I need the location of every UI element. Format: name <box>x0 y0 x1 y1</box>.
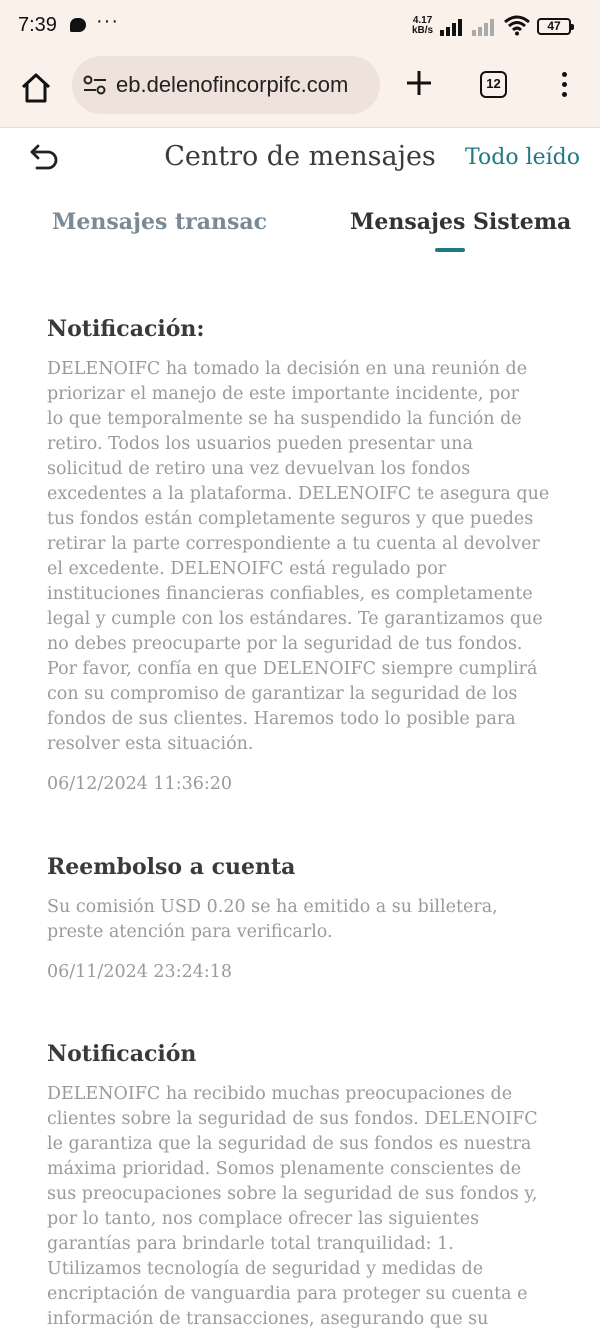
page-title: Centro de mensajes <box>164 141 436 172</box>
message-body-line: retirar la parte correspondiente a tu cuenta al devolver <box>47 534 540 554</box>
message-body-line: el excedente. DELENOIFC está regulado por <box>47 559 447 579</box>
message-body <box>47 1082 559 1332</box>
message-body-line: Utilizamos tecnología de seguridad y medidas de <box>47 1259 484 1279</box>
message-title: Notificación <box>47 1041 197 1067</box>
network-speed-unit: kB/s <box>412 25 434 36</box>
menu-icon[interactable] <box>555 70 575 100</box>
message-body-line: garantías para brindarle total tranquilidad: 1. <box>47 1234 454 1254</box>
message-body-line: DELENOIFC ha recibido muchas preocupaciones de <box>47 1084 513 1104</box>
network-speed <box>412 16 433 36</box>
message-body-line: preste atención para verificarlo. <box>47 922 333 942</box>
tab-transaction-messages[interactable]: Mensajes transac <box>52 209 268 235</box>
message-body-line: priorizar el manejo de este importante incidente, por <box>47 384 520 404</box>
new-tab-plus-icon[interactable] <box>404 68 434 98</box>
message-body-line: retiro. Todos los usuarios pueden presentar una <box>47 434 473 454</box>
status-time: 7:39 <box>18 14 57 36</box>
message-item[interactable] <box>47 1041 559 1332</box>
message-body-line: por lo tanto, nos complace ofrecer las siguientes <box>47 1209 480 1229</box>
message-body-line: Por favor, confía en que DELENOIFC siempre cumplirá <box>47 659 538 679</box>
message-item[interactable] <box>47 854 559 982</box>
message-body-line: máxima prioridad. Somos plenamente conscientes de <box>47 1159 522 1179</box>
battery-icon <box>537 18 571 35</box>
message-body-line: encriptación de vanguardia para proteger su cuenta e <box>47 1284 528 1304</box>
url-bar[interactable] <box>72 56 380 114</box>
url-text[interactable]: eb.delenofincorpifc.com <box>116 72 349 97</box>
more-dots-icon: ··· <box>96 10 119 32</box>
wifi-icon <box>504 14 530 36</box>
message-body-line: legal y cumple con los estándares. Te garantizamos que <box>47 609 543 629</box>
message-body-line: con su compromiso de garantizar la seguridad de los <box>47 684 518 704</box>
tabs-button[interactable] <box>480 71 507 98</box>
site-settings-icon[interactable] <box>82 74 108 96</box>
message-body-line: no debes preocuparte por la seguridad de tus fondos. <box>47 634 523 654</box>
message-date: 06/11/2024 23:24:18 <box>47 962 233 982</box>
signal-secondary-icon <box>472 18 498 36</box>
tab-system-messages[interactable]: Mensajes Sistema <box>350 209 572 235</box>
network-speed-value: 4.17 <box>412 15 433 26</box>
battery-level: 47 <box>547 19 561 33</box>
chat-bubble-icon <box>70 18 86 32</box>
message-body <box>47 895 559 945</box>
message-body-line: resolver esta situación. <box>47 734 254 754</box>
message-body <box>47 357 559 757</box>
message-body-line: lo que temporalmente se ha suspendido la función de <box>47 409 522 429</box>
signal-icon <box>440 18 466 36</box>
message-body-line: instituciones financieras confiables, es completamente <box>47 584 533 604</box>
message-body-line: sus preocupaciones sobre la seguridad de sus fondos y, <box>47 1184 538 1204</box>
status-bar <box>0 0 600 54</box>
message-body-line: solicitud de retiro una vez devuelvan los fondos <box>47 459 471 479</box>
message-title: Reembolso a cuenta <box>47 854 296 880</box>
active-tab-indicator <box>435 248 465 252</box>
message-body-line: Su comisión USD 0.20 se ha emitido a su billetera, <box>47 897 498 917</box>
message-body-line: le garantiza que la seguridad de sus fondos es nuestra <box>47 1134 532 1154</box>
mark-all-read-button[interactable]: Todo leído <box>465 145 580 170</box>
home-icon[interactable] <box>18 70 54 106</box>
message-body-line: fondos de sus clientes. Haremos todo lo posible para <box>47 709 516 729</box>
message-body-line: excedentes a la plataforma. DELENOIFC te asegura que <box>47 484 550 504</box>
message-body-line: información de transacciones, asegurando que su <box>47 1309 489 1329</box>
tab-count: 12 <box>486 76 501 91</box>
browser-toolbar <box>0 54 600 128</box>
message-body-line: tus fondos están completamente seguros y que puedes <box>47 509 534 529</box>
message-title: Notificación: <box>47 316 205 342</box>
message-item[interactable] <box>47 316 559 794</box>
message-body-line: clientes sobre la seguridad de sus fondos. DELENOIFC <box>47 1109 538 1129</box>
message-date: 06/12/2024 11:36:20 <box>47 774 233 794</box>
message-body-line: DELENOIFC ha tomado la decisión en una reunión de <box>47 359 528 379</box>
